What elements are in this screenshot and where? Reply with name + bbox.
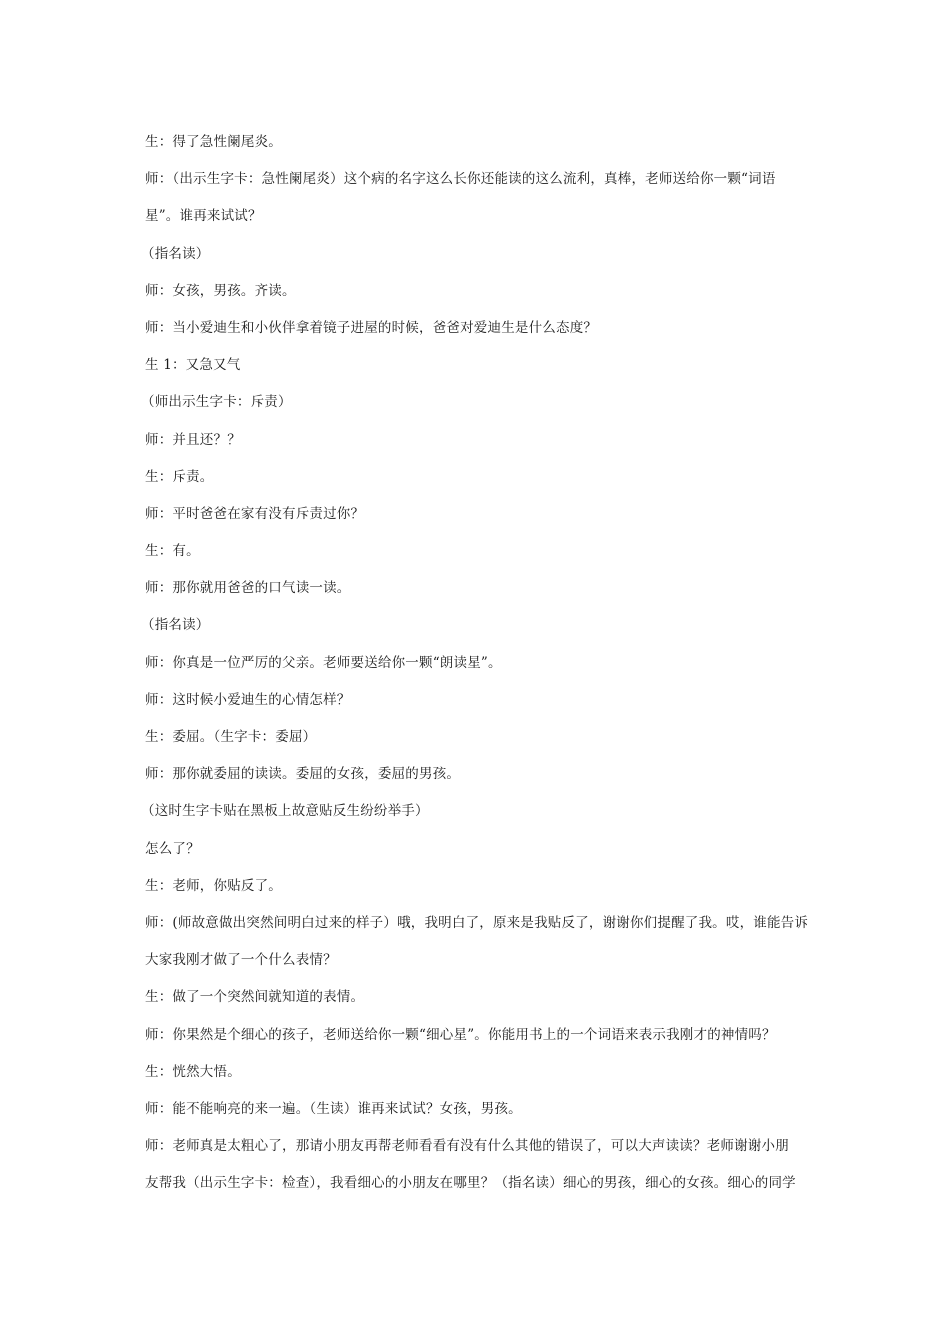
- transcript-line: 生：有。: [145, 543, 200, 560]
- transcript-line: 师：平时爸爸在家有没有斥责过你？: [145, 505, 365, 522]
- transcript-line: （指名读）: [141, 245, 210, 262]
- transcript-line: 师：你真是一位严厉的父亲。老师要送给你一颗“朗读星”。: [145, 654, 502, 671]
- transcript-line: 大家我刚才做了一个什么表情？: [145, 952, 337, 969]
- transcript-line: 生：老师，你贴反了。: [145, 877, 282, 894]
- transcript-line: 生：得了急性阑尾炎。: [145, 134, 282, 150]
- transcript-line: 师：这时候小爱迪生的心情怎样？: [145, 691, 351, 708]
- transcript-line: 师：那你就用爸爸的口气读一读。: [145, 580, 351, 597]
- transcript-line: 生 1：又急又气: [145, 357, 241, 374]
- transcript-line: 师：(师故意做出突然间明白过来的样子）哦，我明白了，原来是我贴反了，谢谢你们提醒了我。哎，谁能告诉: [145, 914, 809, 931]
- lesson-transcript: [141, 124, 815, 1202]
- transcript-line: 师：（出示生字卡：急性阑尾炎）这个病的名字这么长你还能读的这么流利，真棒，老师送给你一颗“词语: [145, 171, 776, 188]
- transcript-line: （这时生字卡贴在黑板上故意贴反生纷纷举手）: [141, 803, 429, 820]
- transcript-line: 师：老师真是太粗心了，那请小朋友再帮老师看看有没有什么其他的错误了，可以大声读读？老师谢谢小朋: [145, 1138, 789, 1155]
- transcript-line: 师：女孩，男孩。齐读。: [145, 282, 296, 299]
- transcript-line: 友帮我（出示生字卡：检查），我看细心的小朋友在哪里？（指名读）细心的男孩，细心的女孩。细心的同学: [145, 1175, 796, 1192]
- transcript-line: （师出示生字卡：斥责）: [141, 394, 292, 411]
- transcript-line: 生：委屈。（生字卡：委屈）: [145, 729, 317, 745]
- transcript-line: 师：当小爱迪生和小伙伴拿着镜子进屋的时候，爸爸对爱迪生是什么态度？: [145, 319, 598, 336]
- transcript-line: 生：恍然大悟。: [145, 1063, 241, 1080]
- transcript-line: 师：能不能响亮的来一遍。（生读）谁再来试试？女孩，男孩。: [145, 1100, 522, 1117]
- transcript-line: 星”。谁再来试试？: [145, 208, 262, 225]
- transcript-line: 师：你果然是个细心的孩子，老师送给你一颗“细心星”。你能用书上的一个词语来表示我刚才的神情吗？: [145, 1026, 776, 1043]
- transcript-line: （指名读）: [141, 617, 210, 634]
- transcript-line: 师：那你就委屈的读读。委屈的女孩，委屈的男孩。: [145, 766, 461, 783]
- transcript-line: 怎么了？: [145, 840, 200, 857]
- transcript-line: 生：做了一个突然间就知道的表情。: [145, 989, 365, 1006]
- transcript-line: 生：斥责。: [145, 468, 214, 485]
- transcript-line: 师：并且还？？: [145, 431, 241, 448]
